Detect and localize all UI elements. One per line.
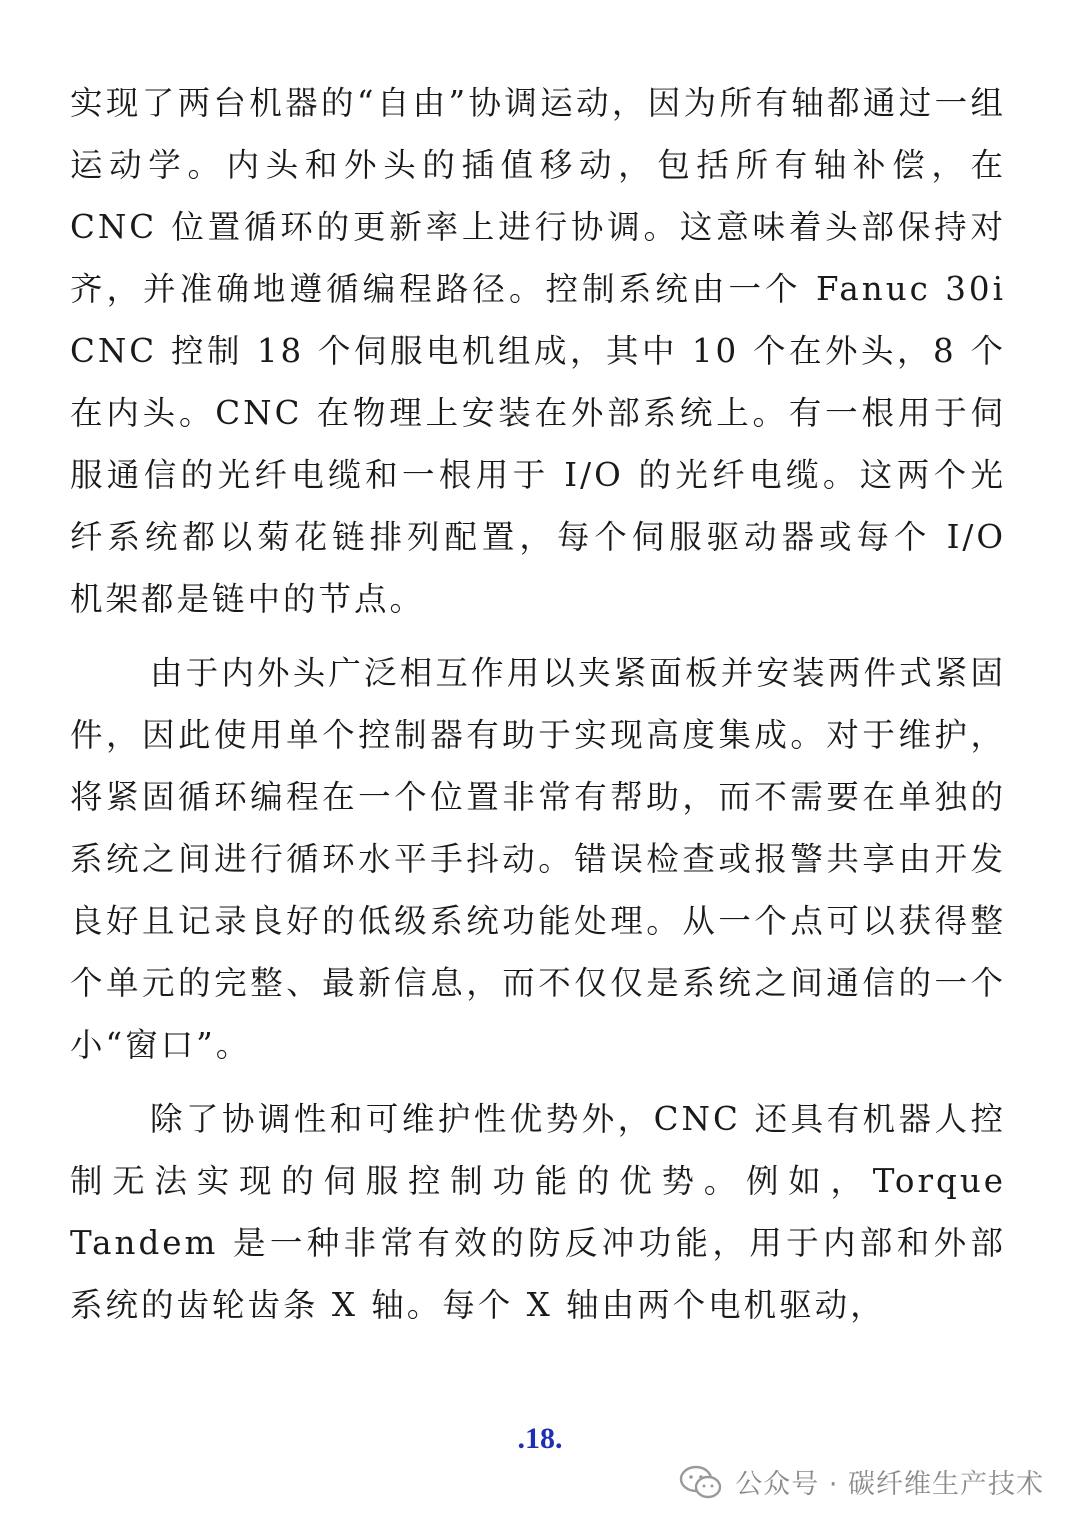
watermark (679, 1462, 1044, 1501)
body-text (70, 72, 1006, 1336)
paragraph-1: 实现了两台机器的“自由”协调运动，因为所有轴都通过一组运动学。内头和外头的插值移动，包括所有轴补偿，在 CNC 位置循环的更新率上进行协调。这意味着头部保持对齐，并准确地遵循编程路径。控制系统由一个 Fanuc 30i CNC 控制 18 个伺服电机组成，其中 10 个在外头，8 个在内头。CNC 在物理上安装在外部系统上。有一根用于伺服通信的光纤电缆和一根用于 I/O 的光纤电缆。这两个光纤系统都以菊花链排列配置，每个伺服驱动器或每个 I/O 机架都是链中的节点。 (70, 84, 1006, 618)
wechat-icon (679, 1464, 723, 1500)
paragraph-3: 除了协调性和可维护性优势外，CNC 还具有机器人控制无法实现的伺服控制功能的优势。例如，Torque Tandem 是一种非常有效的防反冲功能，用于内部和外部系统的齿轮齿条 X 轴。每个 X 轴由两个电机驱动， (70, 1100, 1006, 1324)
watermark-text: 公众号 · 碳纤维生产技术 (735, 1469, 1044, 1500)
page-number: .18. (517, 1422, 563, 1455)
paragraph-2: 由于内外头广泛相互作用以夹紧面板并安装两件式紧固件，因此使用单个控制器有助于实现高度集成。对于维护，将紧固循环编程在一个位置非常有帮助，而不需要在单独的系统之间进行循环水平手抖动。错误检查或报警共享由开发良好且记录良好的低级系统功能处理。从一个点可以获得整个单元的完整、最新信息，而不仅仅是系统之间通信的一个小“窗口”。 (70, 654, 1006, 1064)
